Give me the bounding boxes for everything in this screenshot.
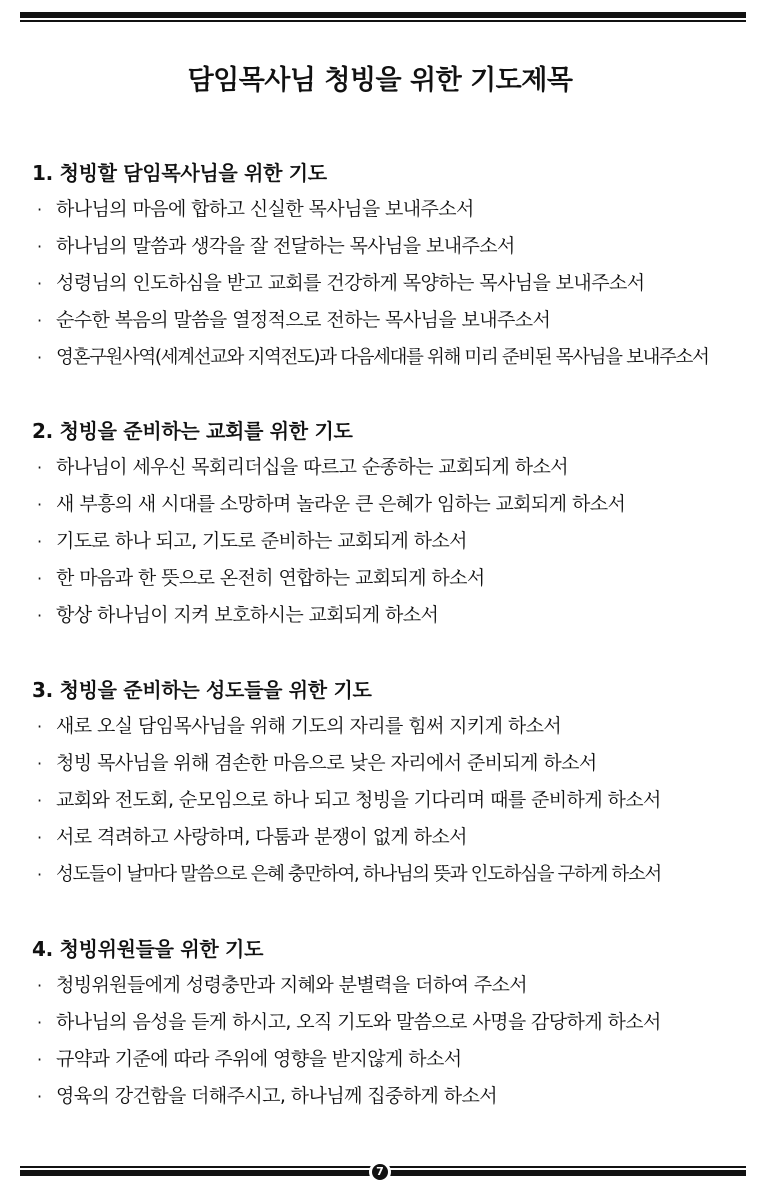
prayer-item-text: 하나님이 세우신 목회리더십을 따르고 순종하는 교회되게 하소서 — [56, 456, 568, 478]
section-3 — [0, 672, 760, 893]
prayer-item — [0, 449, 760, 486]
page-title: 담임목사님 청빙을 위한 기도제목 — [187, 65, 573, 96]
prayer-item-text: 영혼구원사역(세계선교와 지역전도)과 다음세대를 위해 미리 준비된 목사님을 보내주소서 — [56, 347, 709, 368]
prayer-item-text: 성도들이 날마다 말씀으로 은혜 충만하여, 하나님의 뜻과 인도하심을 구하게 하소서 — [56, 864, 661, 885]
bullet-dot: · — [37, 274, 42, 293]
prayer-item-text: 영육의 강건함을 더해주시고, 하나님께 집중하게 하소서 — [56, 1085, 497, 1107]
bullet-dot: · — [37, 311, 42, 330]
prayer-item — [0, 265, 760, 302]
prayer-item — [0, 819, 760, 856]
bullet-dot: · — [37, 976, 42, 995]
bullet-dot: · — [37, 458, 42, 477]
section-heading: 1. 청빙할 담임목사님을 위한 기도 — [32, 161, 327, 185]
prayer-item — [0, 228, 760, 265]
prayer-item — [0, 1041, 760, 1078]
prayer-item — [0, 191, 760, 228]
prayer-item — [0, 560, 760, 597]
top-border-rule — [20, 12, 746, 22]
prayer-item — [0, 486, 760, 523]
prayer-list — [0, 967, 760, 1115]
prayer-item — [0, 1078, 760, 1115]
bullet-dot: · — [37, 865, 41, 884]
prayer-item — [0, 856, 760, 893]
bullet-dot: · — [37, 495, 42, 514]
prayer-item — [0, 597, 760, 634]
bullet-dot: · — [37, 569, 42, 588]
prayer-item-text: 교회와 전도회, 순모임으로 하나 되고 청빙을 기다리며 때를 준비하게 하소서 — [56, 789, 661, 811]
prayer-item-text: 규약과 기준에 따라 주위에 영향을 받지않게 하소서 — [56, 1048, 462, 1070]
prayer-item — [0, 339, 760, 376]
prayer-list — [0, 708, 760, 893]
section-1 — [0, 155, 760, 376]
bullet-dot: · — [37, 828, 42, 847]
bullet-dot: · — [37, 717, 42, 736]
prayer-item-text: 하나님의 마음에 합하고 신실한 목사님을 보내주소서 — [56, 198, 474, 220]
section-heading: 2. 청빙을 준비하는 교회를 위한 기도 — [32, 419, 353, 443]
bullet-dot: · — [37, 237, 42, 256]
section-heading: 3. 청빙을 준비하는 성도들을 위한 기도 — [32, 678, 372, 702]
prayer-item — [0, 967, 760, 1004]
prayer-item — [0, 1004, 760, 1041]
prayer-item — [0, 745, 760, 782]
section-4 — [0, 931, 760, 1115]
prayer-item-text: 새 부흥의 새 시대를 소망하며 놀라운 큰 은혜가 임하는 교회되게 하소서 — [56, 493, 626, 515]
prayer-item — [0, 523, 760, 560]
prayer-item — [0, 302, 760, 339]
top-rule-thick — [20, 12, 746, 18]
section-2 — [0, 413, 760, 634]
section-heading: 4. 청빙위원들을 위한 기도 — [32, 937, 264, 961]
top-rule-thin — [20, 20, 746, 22]
bullet-dot: · — [37, 348, 41, 367]
prayer-item-text: 기도로 하나 되고, 기도로 준비하는 교회되게 하소서 — [56, 530, 467, 552]
bullet-dot: · — [37, 754, 42, 773]
prayer-item — [0, 708, 760, 745]
prayer-item-text: 하나님의 음성을 듣게 하시고, 오직 기도와 말씀으로 사명을 감당하게 하소서 — [56, 1011, 661, 1033]
bullet-dot: · — [37, 200, 42, 219]
prayer-item-text: 성령님의 인도하심을 받고 교회를 건강하게 목양하는 목사님을 보내주소서 — [56, 272, 645, 294]
prayer-item — [0, 782, 760, 819]
bullet-dot: · — [37, 1013, 42, 1032]
prayer-list — [0, 449, 760, 634]
bullet-dot: · — [37, 1087, 42, 1106]
bullet-dot: · — [37, 791, 42, 810]
prayer-item-text: 항상 하나님이 지켜 보호하시는 교회되게 하소서 — [56, 604, 439, 626]
prayer-item-text: 청빙 목사님을 위해 겸손한 마음으로 낮은 자리에서 준비되게 하소서 — [56, 752, 597, 774]
bullet-dot: · — [37, 1050, 42, 1069]
prayer-item-text: 하나님의 말씀과 생각을 잘 전달하는 목사님을 보내주소서 — [56, 235, 515, 257]
prayer-item-text: 한 마음과 한 뜻으로 온전히 연합하는 교회되게 하소서 — [56, 567, 485, 589]
bullet-dot: · — [37, 532, 42, 551]
page-number-badge: 7 — [372, 1164, 388, 1180]
prayer-item-text: 청빙위원들에게 성령충만과 지혜와 분별력을 더하여 주소서 — [56, 974, 528, 996]
bullet-dot: · — [37, 606, 42, 625]
prayer-item-text: 서로 격려하고 사랑하며, 다툼과 분쟁이 없게 하소서 — [56, 826, 467, 848]
prayer-item-text: 새로 오실 담임목사님을 위해 기도의 자리를 힘써 지키게 하소서 — [56, 715, 562, 737]
prayer-list — [0, 191, 760, 376]
prayer-item-text: 순수한 복음의 말씀을 열정적으로 전하는 목사님을 보내주소서 — [56, 309, 551, 331]
